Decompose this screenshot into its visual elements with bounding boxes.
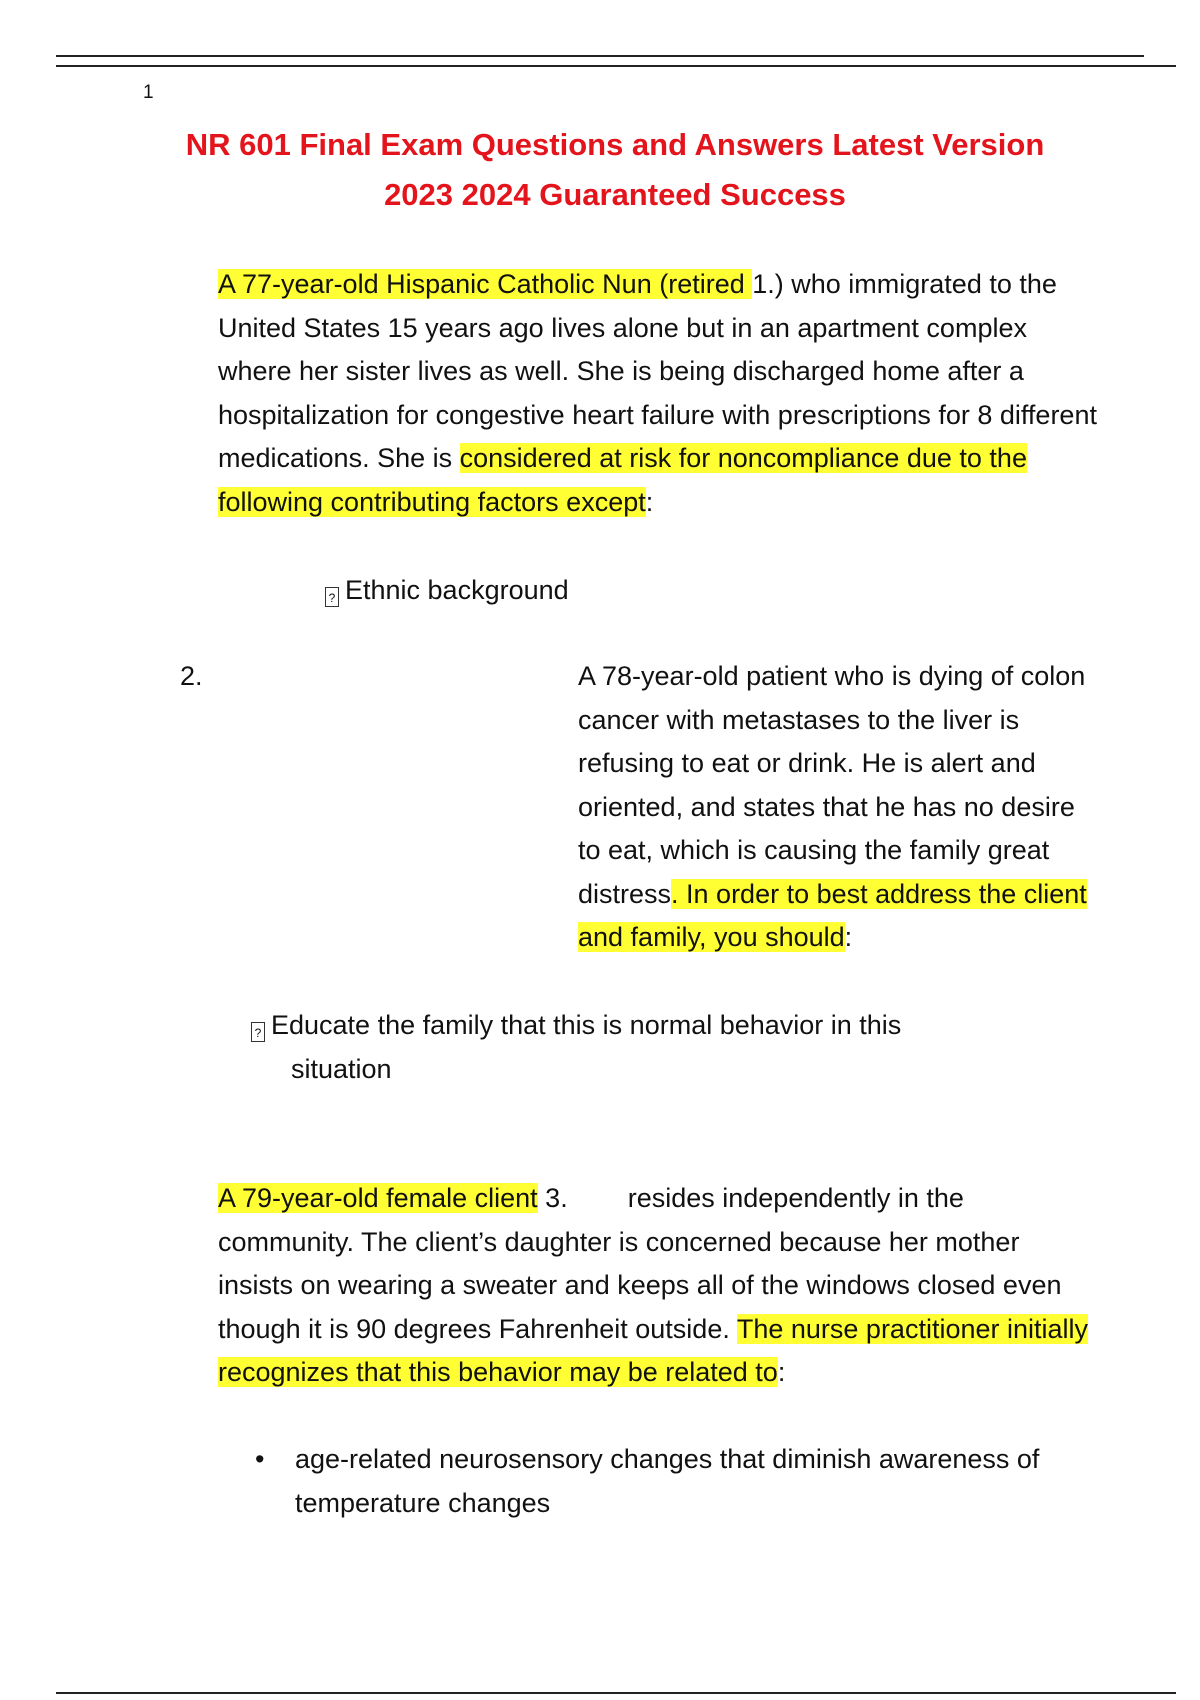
question-1 — [218, 263, 1098, 524]
q1-number: 1.) — [752, 269, 784, 299]
q2-answer-line2: situation — [291, 1053, 392, 1084]
q2-body: A 78-year-old patient who is dying of colon cancer with metastases to the liver is refusing to eat or drink. He is alert and oriented, and states that he has no desire to eat, which is causing the family great distress — [578, 661, 1086, 909]
question-2 — [578, 655, 1098, 960]
q2-number: 2. — [180, 661, 203, 691]
q2-punct: : — [844, 922, 853, 952]
q2-answer — [251, 1004, 1071, 1091]
q1-body: who immigrated to the United States 15 years ago lives alone but in an apartment complex where her sister lives as well. She is being discharged home after a hospitalization for congestive heart failure with prescriptions for 8 different medications. She is — [218, 269, 1097, 473]
q1-answer — [325, 569, 569, 613]
q1-highlight-end: considered at risk for noncompliance due to the following contributing factors except — [218, 443, 1027, 517]
document-title: NR 601 Final Exam Questions and Answers Latest Version 2023 2024 Guaranteed Success — [185, 127, 1045, 212]
q3-answer — [255, 1438, 1095, 1525]
q3-highlight-start: A 79-year-old female client — [218, 1183, 538, 1213]
top-rule-upper — [56, 55, 1144, 57]
q3-answer-text: age-related neurosensory changes that diminish awareness of temperature changes — [295, 1444, 1040, 1518]
q2-highlight-end: . In order to best address the client and family, you should — [578, 878, 1087, 952]
missing-glyph-icon: ? — [251, 1022, 265, 1042]
q2-answer-line1: Educate the family that this is normal behavior in this — [271, 1010, 902, 1040]
q1-highlight-start: A 77-year-old Hispanic Catholic Nun (retired — [218, 269, 753, 299]
question-3 — [218, 1177, 1098, 1395]
page-number: 1 — [143, 82, 154, 103]
q1-answer-text: Ethnic background — [345, 575, 569, 605]
bottom-rule — [56, 1692, 1176, 1694]
q3-punct: : — [777, 1357, 786, 1387]
missing-glyph-icon: ? — [325, 587, 339, 607]
list-item — [255, 1438, 1095, 1525]
top-rule-lower — [56, 65, 1176, 67]
q3-highlight-end: The nurse practitioner initially recognizes that this behavior may be related to — [218, 1313, 1089, 1387]
q3-body: resides independently in the community. The client’s daughter is concerned because her mother insists on wearing a sweater and keeps all of the windows closed even though it is 90 degrees Fahrenheit outside. — [218, 1183, 1069, 1344]
q1-punct: : — [645, 486, 654, 517]
q3-number: 3. — [537, 1183, 568, 1213]
bullet-icon: • — [255, 1444, 265, 1474]
